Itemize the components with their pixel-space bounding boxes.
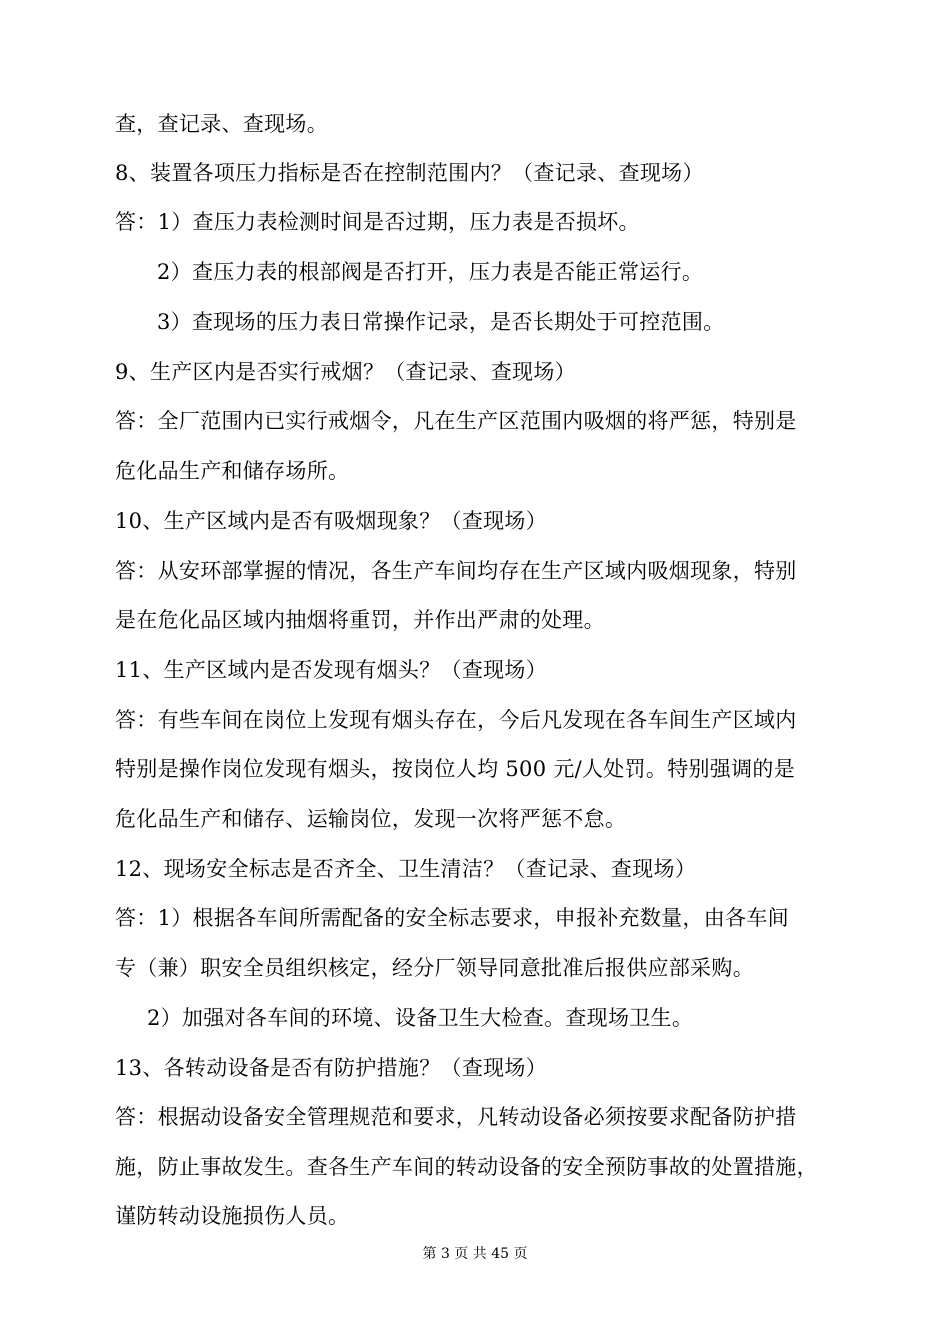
answer-12-line-1: 答：1）根据各车间所需配备的安全标志要求，申报补充数量，由各车间	[115, 906, 789, 930]
page-number-footer: 第 3 页 共 45 页	[422, 1246, 528, 1262]
answer-11-line-1: 答：有些车间在岗位上发现有烟头存在，今后凡发现在各车间生产区域内	[115, 708, 797, 732]
text-line: 查，查记录、查现场。	[115, 112, 328, 136]
question-12: 12、现场安全标志是否齐全、卫生清洁？（查记录、查现场）	[115, 857, 697, 881]
answer-13-line-2: 施，防止事故发生。查各生产车间的转动设备的安全预防事故的处置措施，	[115, 1155, 818, 1179]
question-13: 13、各转动设备是否有防护措施？（查现场）	[115, 1056, 548, 1080]
question-11: 11、生产区域内是否发现有烟头？（查现场）	[115, 658, 548, 682]
answer-13-line-3: 谨防转动设施损伤人员。	[115, 1204, 350, 1228]
question-8: 8、装置各项压力指标是否在控制范围内？（查记录、查现场）	[115, 161, 704, 185]
answer-8-item-2: 2）查压力表的根部阀是否打开，压力表是否能正常运行。	[157, 260, 704, 284]
answer-9-line-2: 危化品生产和储存场所。	[115, 459, 350, 483]
question-10: 10、生产区域内是否有吸烟现象？（查现场）	[115, 509, 548, 533]
answer-13-line-1: 答：根据动设备安全管理规范和要求，凡转动设备必须按要求配备防护措	[115, 1105, 797, 1129]
answer-10-line-2: 是在危化品区域内抽烟将重罚，并作出严肃的处理。	[115, 608, 605, 632]
answer-8-item-1: 答：1）查压力表检测时间是否过期，压力表是否损坏。	[115, 210, 640, 234]
answer-10-line-1: 答：从安环部掌握的情况，各生产车间均存在生产区域内吸烟现象，特别	[115, 559, 797, 583]
answer-9-line-1: 答：全厂范围内已实行戒烟令，凡在生产区范围内吸烟的将严惩，特别是	[115, 409, 797, 433]
answer-11-line-3: 危化品生产和储存、运输岗位，发现一次将严惩不怠。	[115, 807, 627, 831]
answer-12-item-2: 2）加强对各车间的环境、设备卫生大检查。查现场卫生。	[147, 1006, 694, 1030]
answer-11-line-2: 特别是操作岗位发现有烟头，按岗位人均 500 元/人处罚。特别强调的是	[115, 757, 796, 781]
answer-12-line-2: 专（兼）职安全员组织核定，经分厂领导同意批准后报供应部采购。	[115, 956, 754, 980]
question-9: 9、生产区内是否实行戒烟？（查记录、查现场）	[115, 360, 576, 384]
answer-8-item-3: 3）查现场的压力表日常操作记录，是否长期处于可控范围。	[157, 310, 725, 334]
